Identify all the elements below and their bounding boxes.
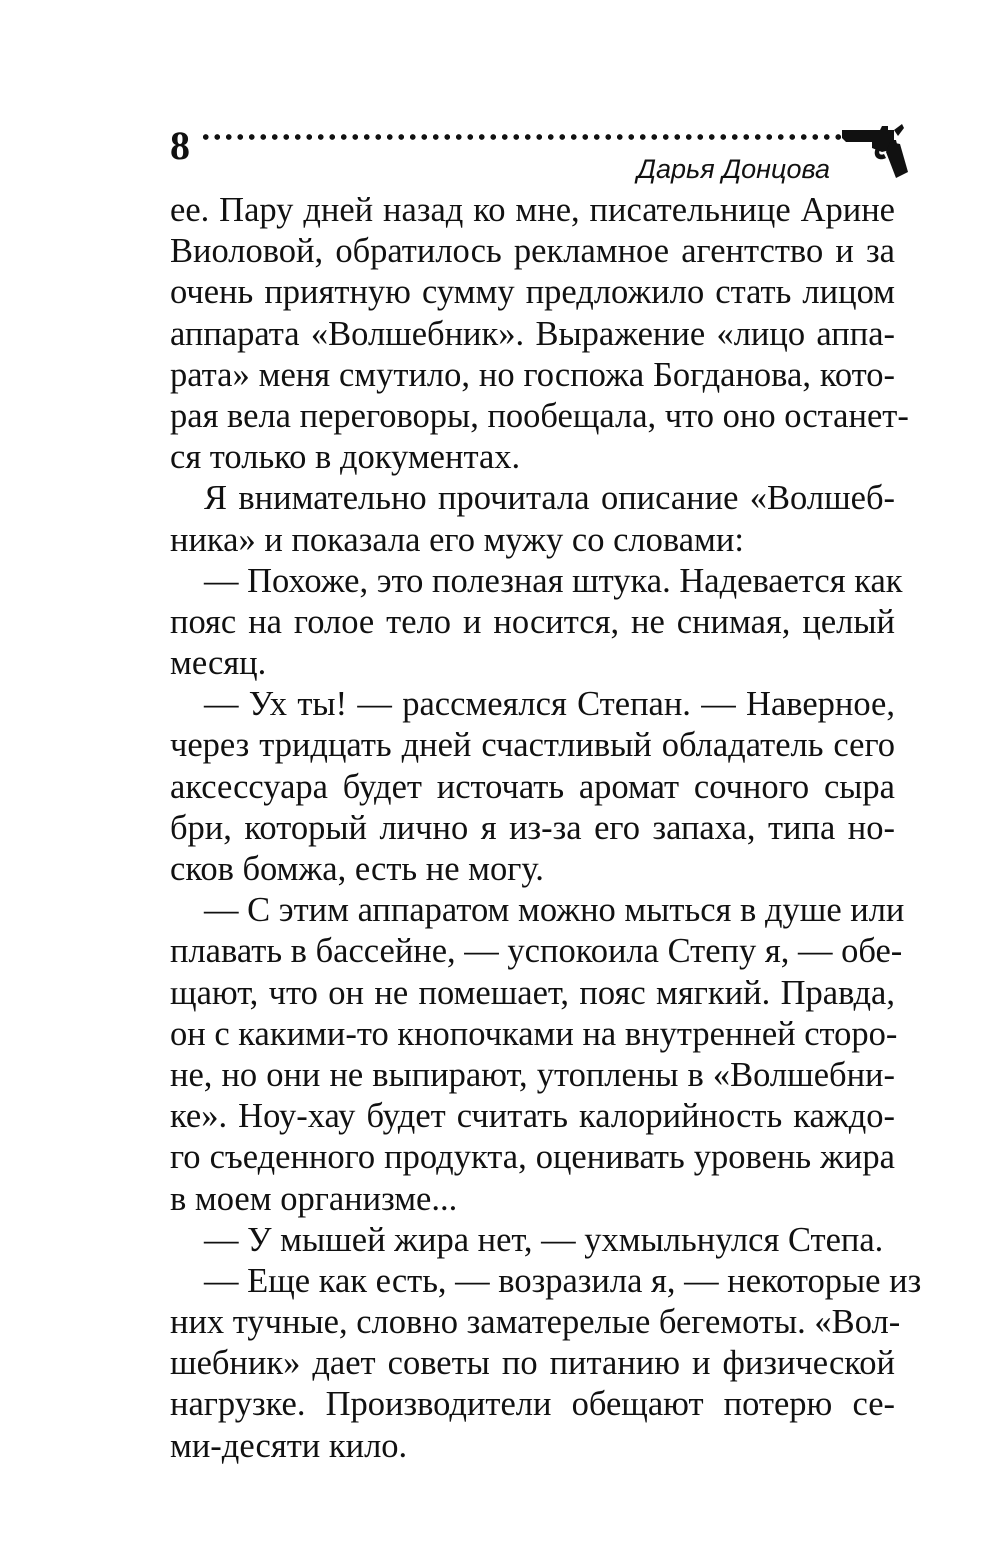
text-line: в моем организме... — [170, 1179, 458, 1218]
text-line: рата» меня смутило, но госпожа Богданова, кото- — [170, 355, 895, 394]
text-line: плавать в бассейне, — успокоила Степу я, — обе- — [170, 932, 903, 971]
text-line: пояс на голое тело и носится, не снимая, целый — [170, 602, 895, 641]
text-line: аксессуара будет источать аромат сочного сыра — [170, 767, 895, 806]
text-line: рая вела переговоры, пообещала, что оно останет- — [170, 396, 909, 435]
text-line: нагрузке. Производители обещают потерю се- — [170, 1385, 895, 1424]
paragraph — [170, 1261, 922, 1467]
body-text — [170, 190, 922, 1467]
text-line: аппарата «Волшебник». Выражение «лицо аппа- — [170, 314, 895, 353]
text-line: не, но они не выпирают, утоплены в «Волшебни- — [170, 1055, 895, 1094]
text-line: — Еще как есть, — возразила я, — некоторые из — [204, 1261, 922, 1300]
text-line: ее. Пару дней назад ко мне, писательнице Арине — [170, 191, 895, 229]
text-line: сков бомжа, есть не могу. — [170, 850, 544, 888]
text-line: ми-десяти кило. — [170, 1426, 408, 1465]
revolver-icon — [842, 122, 908, 178]
paragraph — [170, 890, 905, 1220]
paragraph — [170, 684, 895, 890]
author-name: Дарья Донцова — [636, 154, 830, 184]
paragraph — [170, 478, 895, 560]
text-line: Виоловой, обратилось рекламное агентство и за — [170, 232, 895, 271]
text-line: го съеденного продукта, оценивать уровень жира — [170, 1138, 895, 1177]
dot-leader — [200, 132, 845, 142]
text-line: — У мышей жира нет, — ухмыльнулся Степа. — [204, 1220, 884, 1259]
text-line: ке». Ноу-хау будет считать калорийность каждо- — [170, 1097, 895, 1136]
text-line: — С этим аппаратом можно мыться в душе или — [204, 891, 905, 930]
text-line: Я внимательно прочитала описание «Волшеб- — [204, 479, 895, 518]
text-line: бри, который лично я из-за его запаха, типа но- — [170, 808, 895, 847]
text-line: них тучные, словно заматерелые бегемоты. «Вол- — [170, 1303, 901, 1342]
text-line: — Похоже, это полезная штука. Надевается как — [204, 561, 903, 600]
text-line: очень приятную сумму предложило стать лицом — [170, 273, 895, 312]
text-line: щают, что он не помешает, пояс мягкий. Правда, — [170, 973, 895, 1012]
text-line: он с какими-то кнопочками на внутренней сторо- — [170, 1014, 898, 1053]
text-line: месяц. — [170, 644, 267, 683]
text-line: шебник» дает советы по питанию и физической — [170, 1344, 895, 1383]
text-line: через тридцать дней счастливый обладатель сего — [170, 726, 895, 765]
page-number: 8 — [170, 123, 190, 168]
text-line: — Ух ты! — рассмеялся Степан. — Наверное, — [204, 685, 895, 724]
paragraph — [170, 190, 909, 478]
paragraph — [170, 1220, 895, 1261]
running-header — [170, 122, 910, 192]
text-line: ся только в документах. — [170, 438, 521, 477]
paragraph — [170, 561, 903, 685]
text-line: ника» и показала его мужу со словами: — [170, 520, 744, 559]
